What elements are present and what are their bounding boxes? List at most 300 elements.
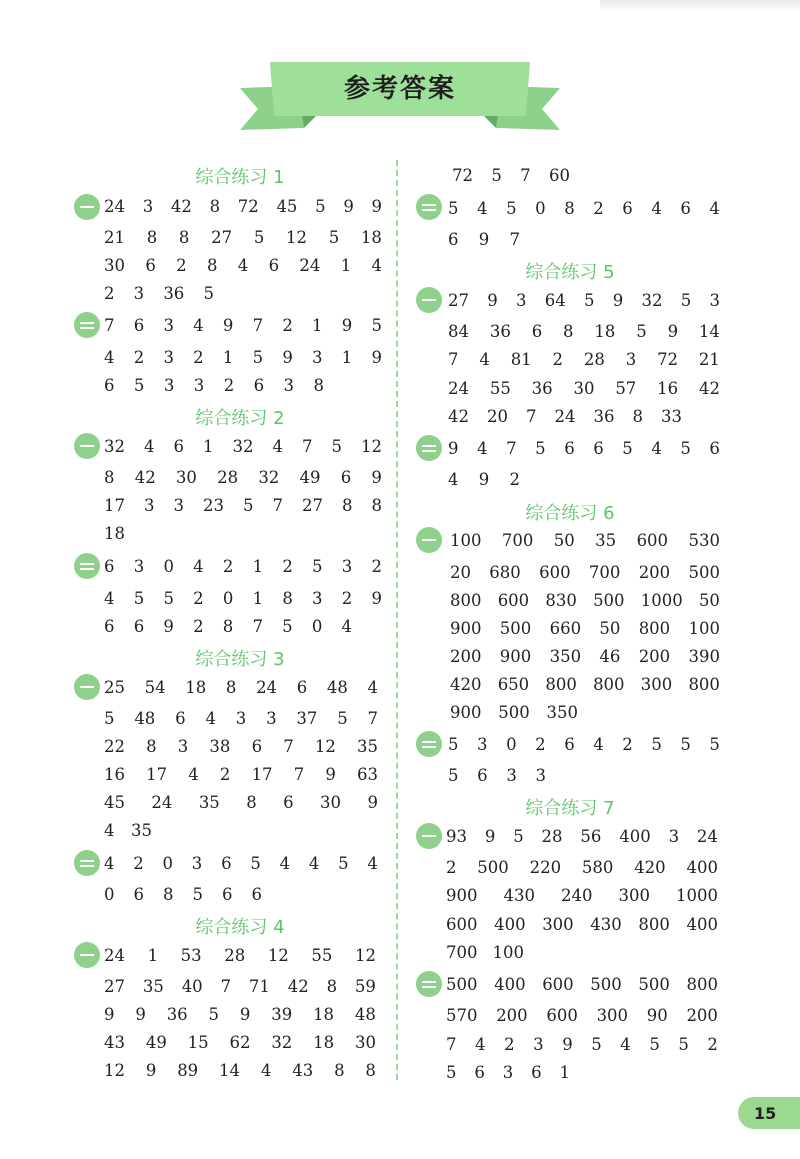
answer-value: 42 [287, 977, 309, 996]
answer-value: 2 [371, 557, 382, 576]
answer-value: 0 [104, 885, 115, 904]
answer-value: 42 [698, 379, 720, 398]
answer-value: 20 [450, 563, 471, 582]
answer-value: 30 [175, 468, 197, 487]
answer-value: 4 [188, 765, 199, 784]
answer-value: 7 [252, 617, 263, 636]
answer-value: 7 [506, 439, 517, 458]
answer-row [104, 885, 262, 904]
answer-value: 5 [709, 735, 720, 754]
answer-value: 9 [478, 470, 490, 489]
answer-value: 5 [243, 496, 254, 515]
answer-value: 7 [252, 316, 264, 335]
part-one-marker-icon [74, 674, 100, 700]
answer-value: 42 [134, 468, 156, 487]
part-one-marker-icon [74, 433, 100, 459]
answer-value: 50 [599, 619, 621, 638]
answer-value: 24 [554, 407, 576, 426]
answer-value: 9 [367, 793, 378, 812]
answer-value: 3 [502, 1063, 514, 1082]
answer-value: 4 [237, 256, 249, 275]
answer-row [452, 166, 570, 185]
answer-row [450, 675, 720, 694]
answer-value: 3 [163, 348, 174, 367]
answer-value: 1 [559, 1063, 570, 1082]
answer-value: 14 [698, 322, 720, 341]
answer-value: 600 [546, 1006, 578, 1025]
answer-value: 5 [163, 589, 174, 608]
answer-value: 0 [163, 557, 174, 576]
answer-value: 18 [594, 322, 616, 341]
answer-value: 2 [222, 557, 234, 576]
answer-row [446, 827, 718, 846]
answer-value: 8 [146, 737, 157, 756]
answer-value: 32 [641, 291, 663, 310]
answer-value: 27 [448, 291, 469, 310]
answer-value: 5 [252, 348, 264, 367]
answer-row [104, 617, 352, 636]
answer-value: 6 [268, 256, 280, 275]
answer-value: 35 [142, 977, 164, 996]
answer-value: 0 [535, 199, 546, 218]
answer-value: 28 [224, 946, 246, 965]
answer-row [104, 1033, 376, 1052]
answer-value: 8 [313, 376, 324, 395]
answer-value: 43 [292, 1061, 314, 1080]
answer-row [104, 946, 376, 965]
answer-value: 4 [279, 854, 291, 873]
answer-value: 54 [144, 678, 166, 697]
answer-value: 800 [593, 675, 625, 694]
answer-value: 8 [371, 496, 382, 515]
answer-value: 220 [529, 858, 562, 877]
answer-value: 500 [638, 975, 670, 994]
answer-value: 6 [564, 735, 575, 754]
answer-value: 9 [239, 1005, 251, 1024]
answer-value: 800 [450, 591, 482, 610]
answer-value: 4 [709, 199, 720, 218]
answer-value: 3 [516, 291, 527, 310]
answer-value: 3 [668, 827, 680, 846]
answer-row [104, 348, 382, 367]
answer-value: 6 [477, 766, 488, 785]
answer-value: 2 [104, 284, 115, 303]
answer-value: 200 [638, 647, 671, 666]
section-title-4: 综合练习 4 [195, 917, 285, 938]
answer-value: 4 [479, 350, 490, 369]
answer-value: 6 [104, 617, 115, 636]
answer-value: 35 [356, 737, 378, 756]
answer-value: 30 [104, 256, 125, 275]
answer-value: 2 [193, 348, 204, 367]
answer-value: 500 [446, 975, 478, 994]
answer-value: 5 [678, 1035, 689, 1054]
page-corner-shade [600, 0, 800, 12]
answer-row [448, 766, 546, 785]
answer-value: 420 [634, 858, 666, 877]
answer-value: 7 [446, 1035, 457, 1054]
answer-value: 4 [144, 437, 155, 456]
answer-value: 9 [163, 617, 174, 636]
answer-value: 43 [104, 1033, 125, 1052]
answer-value: 650 [497, 675, 530, 694]
answer-value: 21 [698, 350, 720, 369]
title-banner [240, 58, 560, 130]
answer-value: 9 [341, 316, 353, 335]
answer-value: 900 [499, 647, 532, 666]
answer-value: 62 [229, 1033, 251, 1052]
part-two-marker-icon [416, 971, 442, 997]
answer-value: 5 [491, 166, 502, 185]
column-divider [396, 160, 398, 1080]
answer-value: 420 [450, 675, 482, 694]
answer-row [448, 379, 720, 398]
answer-row [104, 589, 382, 608]
answer-value: 40 [181, 977, 203, 996]
answer-value: 600 [497, 591, 530, 610]
answer-value: 5 [282, 617, 293, 636]
answer-value: 6 [296, 678, 308, 697]
answer-value: 5 [448, 766, 459, 785]
answer-value: 18 [313, 1005, 335, 1024]
answer-value: 4 [205, 709, 216, 728]
answer-value: 6 [531, 1063, 542, 1082]
answer-value: 9 [562, 1035, 573, 1054]
answer-value: 12 [354, 946, 376, 965]
answer-value: 8 [365, 1061, 376, 1080]
answer-value: 39 [271, 1005, 293, 1024]
answer-value: 36 [593, 407, 615, 426]
answer-value: 430 [503, 886, 535, 905]
part-two-marker-icon [74, 312, 100, 338]
answer-value: 200 [450, 647, 482, 666]
answer-value: 3 [506, 766, 517, 785]
answer-value: 9 [145, 1061, 157, 1080]
answer-value: 6 [622, 199, 633, 218]
answer-value: 1 [252, 589, 264, 608]
answer-row [104, 821, 152, 840]
answer-value: 350 [546, 703, 578, 722]
answer-value: 24 [299, 256, 321, 275]
part-two-marker-icon [74, 553, 100, 579]
answer-value: 200 [638, 563, 671, 582]
answer-value: 6 [593, 439, 604, 458]
answer-value: 5 [448, 199, 459, 218]
answer-row [104, 376, 324, 395]
answer-row [448, 439, 720, 458]
answer-value: 500 [499, 619, 532, 638]
answer-value: 5 [250, 854, 261, 873]
answer-value: 5 [680, 439, 691, 458]
answer-value: 16 [657, 379, 679, 398]
answer-value: 24 [151, 793, 173, 812]
answer-value: 8 [342, 496, 353, 515]
answer-row [446, 1035, 718, 1054]
answer-row [448, 322, 720, 341]
answer-value: 93 [446, 827, 467, 846]
answer-value: 16 [104, 765, 125, 784]
answer-value: 900 [446, 886, 478, 905]
answer-value: 18 [313, 1033, 335, 1052]
answer-value: 45 [104, 793, 125, 812]
answer-row [450, 563, 720, 582]
answer-value: 8 [178, 228, 190, 247]
answer-value: 530 [688, 531, 720, 550]
answer-value: 72 [237, 197, 259, 216]
answer-row [448, 470, 520, 489]
answer-value: 3 [191, 854, 203, 873]
answer-value: 3 [235, 709, 247, 728]
answer-value: 2 [341, 589, 353, 608]
answer-value: 3 [163, 376, 175, 395]
answer-value: 900 [450, 619, 482, 638]
answer-value: 430 [590, 915, 622, 934]
answer-value: 8 [222, 617, 234, 636]
answer-row [104, 793, 378, 812]
answer-value: 1 [312, 316, 323, 335]
answer-value: 5 [104, 709, 115, 728]
answer-value: 28 [583, 350, 605, 369]
answer-value: 35 [198, 793, 220, 812]
answer-value: 9 [222, 316, 234, 335]
answer-value: 5 [622, 439, 633, 458]
answer-value: 800 [638, 619, 671, 638]
answer-value: 9 [104, 1005, 115, 1024]
answer-value: 0 [311, 617, 323, 636]
answer-value: 30 [320, 793, 342, 812]
answer-row [104, 496, 382, 515]
answer-value: 46 [599, 647, 621, 666]
answer-value: 7 [367, 709, 378, 728]
answer-row [446, 1063, 570, 1082]
answer-value: 8 [326, 977, 338, 996]
answer-value: 5 [535, 439, 546, 458]
answer-value: 12 [267, 946, 289, 965]
answer-value: 63 [356, 765, 378, 784]
section-title-3: 综合练习 3 [195, 649, 285, 670]
answer-value: 8 [563, 322, 574, 341]
answer-row [448, 291, 720, 310]
answer-value: 570 [446, 1006, 478, 1025]
answer-value: 6 [474, 1063, 485, 1082]
answer-value: 15 [187, 1033, 209, 1052]
answer-value: 28 [217, 468, 239, 487]
answer-value: 7 [104, 316, 115, 335]
answer-value: 12 [286, 228, 308, 247]
answer-row [104, 316, 382, 335]
answer-value: 35 [131, 821, 152, 840]
answer-value: 32 [232, 437, 254, 456]
answer-value: 18 [185, 678, 207, 697]
part-two-marker-icon [416, 435, 442, 461]
answer-value: 5 [636, 322, 647, 341]
answer-row [446, 943, 524, 962]
answer-value: 30 [354, 1033, 376, 1052]
answer-value: 2 [219, 765, 231, 784]
answer-value: 830 [545, 591, 577, 610]
answer-value: 2 [176, 256, 187, 275]
answer-value: 9 [325, 765, 336, 784]
answer-value: 6 [531, 322, 543, 341]
answer-value: 8 [282, 589, 293, 608]
answer-value: 32 [104, 437, 125, 456]
answer-row [104, 228, 382, 247]
answer-value: 5 [446, 1063, 457, 1082]
part-two-marker-icon [416, 194, 442, 220]
answer-value: 7 [509, 230, 520, 249]
answer-value: 3 [142, 197, 154, 216]
answer-value: 6 [709, 439, 720, 458]
answer-value: 5 [192, 885, 203, 904]
answer-row [104, 524, 144, 543]
answer-value: 7 [448, 350, 459, 369]
answer-value: 800 [545, 675, 577, 694]
answer-value: 3 [312, 348, 323, 367]
answer-row [104, 977, 376, 996]
answer-value: 5 [591, 1035, 602, 1054]
answer-value: 12 [314, 737, 336, 756]
answer-row [104, 256, 382, 275]
answer-value: 49 [299, 468, 321, 487]
answer-value: 8 [225, 678, 237, 697]
answer-value: 90 [646, 1006, 668, 1025]
answer-value: 50 [553, 531, 575, 550]
answer-value: 1000 [676, 886, 718, 905]
answer-value: 12 [104, 1061, 125, 1080]
answer-value: 400 [686, 915, 718, 934]
page-number: 15 [738, 1097, 800, 1129]
answer-value: 5 [337, 709, 348, 728]
answer-row [450, 647, 720, 666]
answer-value: 4 [104, 348, 115, 367]
answer-value: 24 [256, 678, 278, 697]
answer-value: 6 [680, 199, 691, 218]
answer-value: 56 [580, 827, 602, 846]
answer-value: 3 [163, 316, 174, 335]
part-one-marker-icon [416, 287, 442, 313]
answer-value: 7 [293, 765, 305, 784]
answer-value: 28 [541, 827, 563, 846]
answer-value: 3 [283, 376, 295, 395]
answer-value: 400 [494, 915, 526, 934]
answer-value: 5 [133, 589, 145, 608]
answer-value: 300 [618, 886, 650, 905]
answer-value: 2 [133, 854, 144, 873]
answer-value: 60 [548, 166, 570, 185]
answer-value: 6 [251, 737, 263, 756]
answer-value: 400 [619, 827, 651, 846]
answer-value: 5 [331, 437, 342, 456]
answer-value: 8 [632, 407, 643, 426]
part-one-marker-icon [74, 194, 100, 220]
answer-value: 6 [173, 437, 184, 456]
answer-row [104, 765, 378, 784]
answer-value: 72 [452, 166, 473, 185]
answer-value: 100 [688, 619, 720, 638]
answer-value: 18 [104, 524, 125, 543]
answer-value: 4 [104, 854, 115, 873]
answer-value: 9 [612, 291, 624, 310]
answer-value: 42 [448, 407, 469, 426]
answer-value: 9 [371, 589, 382, 608]
answer-value: 5 [208, 1005, 220, 1024]
answer-row [450, 591, 720, 610]
answer-value: 8 [163, 885, 174, 904]
answer-value: 4 [308, 854, 320, 873]
answer-value: 5 [253, 228, 265, 247]
answer-value: 6 [253, 376, 265, 395]
answer-value: 7 [283, 737, 294, 756]
answer-value: 5 [680, 735, 691, 754]
answer-value: 9 [484, 827, 496, 846]
answer-value: 9 [371, 468, 382, 487]
answer-value: 8 [206, 256, 218, 275]
answer-value: 2 [133, 348, 145, 367]
answer-value: 6 [104, 557, 115, 576]
answer-value: 8 [334, 1061, 345, 1080]
answer-value: 9 [282, 348, 293, 367]
answer-value: 27 [104, 977, 125, 996]
answer-value: 400 [686, 858, 718, 877]
answer-value: 400 [494, 975, 526, 994]
answer-value: 36 [163, 284, 185, 303]
part-one-marker-icon [74, 942, 100, 968]
answer-value: 53 [180, 946, 202, 965]
answer-value: 800 [686, 975, 718, 994]
answer-value: 300 [542, 915, 574, 934]
part-one-marker-icon [416, 527, 442, 553]
answer-value: 49 [145, 1033, 167, 1052]
answer-value: 2 [193, 589, 204, 608]
answer-row [448, 230, 520, 249]
answer-value: 17 [104, 496, 125, 515]
answer-value: 800 [688, 675, 720, 694]
answer-value: 8 [104, 468, 115, 487]
answer-value: 2 [223, 376, 235, 395]
answer-row [448, 735, 720, 754]
answer-row [104, 1005, 376, 1024]
answer-row [104, 468, 382, 487]
answer-value: 3 [477, 735, 488, 754]
answer-value: 700 [446, 943, 478, 962]
answer-value: 5 [651, 735, 662, 754]
answer-value: 4 [371, 256, 382, 275]
answer-value: 3 [341, 557, 353, 576]
answer-value: 24 [104, 197, 125, 216]
answer-value: 6 [145, 256, 156, 275]
answer-row [450, 531, 720, 550]
answer-value: 390 [688, 647, 720, 666]
answer-value: 4 [593, 735, 604, 754]
answer-value: 1000 [640, 591, 683, 610]
answer-value: 55 [311, 946, 333, 965]
answer-row [450, 619, 720, 638]
answer-value: 500 [498, 703, 530, 722]
answer-value: 32 [258, 468, 280, 487]
answer-value: 6 [221, 854, 232, 873]
answer-value: 7 [526, 407, 537, 426]
answer-value: 900 [450, 703, 482, 722]
answer-value: 37 [296, 709, 318, 728]
answer-value: 100 [492, 943, 524, 962]
answer-row [104, 678, 378, 697]
answer-value: 8 [209, 197, 221, 216]
answer-value: 5 [203, 284, 214, 303]
answer-value: 4 [104, 821, 115, 840]
answer-value: 27 [211, 228, 233, 247]
answer-row [446, 975, 718, 994]
section-title-2: 综合练习 2 [195, 408, 285, 429]
